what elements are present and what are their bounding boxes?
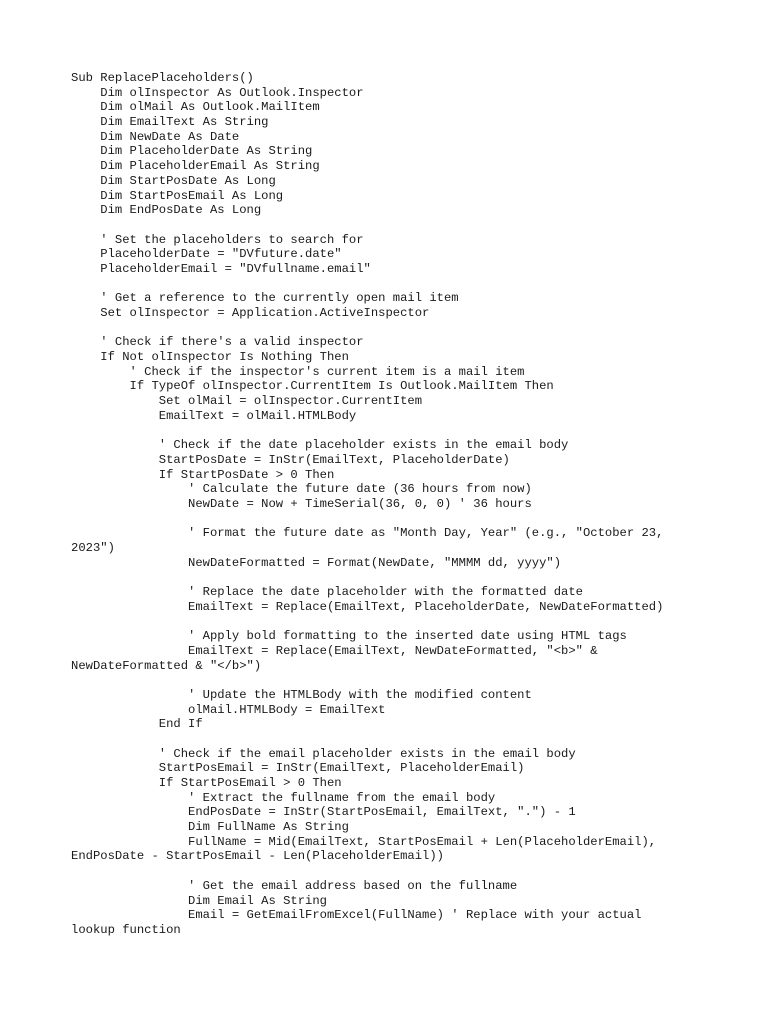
code-line: ' Check if the inspector's current item is a mail item xyxy=(71,364,525,379)
code-line: If StartPosDate > 0 Then xyxy=(71,467,335,482)
code-line: StartPosEmail = InStr(EmailText, PlaceholderEmail) xyxy=(71,761,525,776)
code-line xyxy=(71,218,691,233)
code-line: Set olInspector = Application.ActiveInspector xyxy=(71,306,430,320)
code-line: ' Check if the date placeholder exists in the email body xyxy=(71,438,569,453)
code-line: EndPosDate - StartPosEmail - Len(PlaceholderEmail)) xyxy=(71,849,444,864)
code-line: NewDate = Now + TimeSerial(36, 0, 0) ' 36 hours xyxy=(71,496,532,511)
code-line: 2023") xyxy=(71,541,115,555)
code-line xyxy=(71,864,691,879)
code-line xyxy=(71,673,691,688)
code-line: Dim FullName As String xyxy=(71,820,349,835)
code-line: Dim NewDate As Date xyxy=(71,129,240,144)
code-line: ' Check if the email placeholder exists in the email body xyxy=(71,746,576,761)
code-document xyxy=(71,71,691,938)
code-line: EndPosDate = InStr(StartPosEmail, EmailText, ".") - 1 xyxy=(71,805,576,820)
code-line: ' Get a reference to the currently open mail item xyxy=(71,291,459,306)
code-line: Dim PlaceholderDate As String xyxy=(71,144,313,159)
code-line: Dim StartPosDate As Long xyxy=(71,173,276,188)
code-line: Dim olInspector As Outlook.Inspector xyxy=(71,85,364,100)
code-line: Dim EndPosDate As Long xyxy=(71,203,262,218)
code-line xyxy=(71,732,691,747)
code-line: Dim PlaceholderEmail As String xyxy=(71,159,320,174)
code-line: Sub ReplacePlaceholders() xyxy=(71,71,254,85)
code-line: EmailText = Replace(EmailText, PlaceholderDate, NewDateFormatted) xyxy=(71,599,664,614)
code-line: ' Update the HTMLBody with the modified content xyxy=(71,687,532,702)
code-line xyxy=(71,424,691,439)
code-line: If TypeOf olInspector.CurrentItem Is Outlook.MailItem Then xyxy=(71,379,554,394)
code-line: ' Set the placeholders to search for xyxy=(71,232,364,247)
code-line: PlaceholderEmail = "DVfullname.email" xyxy=(71,261,371,276)
code-line: lookup function xyxy=(71,922,181,937)
code-line: Set olMail = olInspector.CurrentItem xyxy=(71,394,423,409)
code-line xyxy=(71,570,691,585)
code-line: If StartPosEmail > 0 Then xyxy=(71,776,342,790)
code-line xyxy=(71,512,691,527)
code-line: PlaceholderDate = "DVfuture.date" xyxy=(71,247,342,262)
code-line xyxy=(71,321,691,336)
code-line: EmailText = olMail.HTMLBody xyxy=(71,408,357,423)
code-line: ' Extract the fullname from the email body xyxy=(71,790,496,805)
code-line: NewDateFormatted = Format(NewDate, "MMMM dd, yyyy") xyxy=(71,555,562,570)
code-line: Email = GetEmailFromExcel(FullName) ' Replace with your actual xyxy=(71,908,642,923)
code-line: If Not olInspector Is Nothing Then xyxy=(71,350,349,365)
code-line: ' Check if there's a valid inspector xyxy=(71,335,364,350)
code-line: Dim EmailText As String xyxy=(71,115,269,130)
code-line: ' Calculate the future date (36 hours from now) xyxy=(71,482,532,497)
code-line: ' Replace the date placeholder with the formatted date xyxy=(71,585,583,600)
code-line xyxy=(71,277,691,292)
code-line: StartPosDate = InStr(EmailText, PlaceholderDate) xyxy=(71,452,510,467)
code-line: ' Apply bold formatting to the inserted date using HTML tags xyxy=(71,629,627,644)
code-line: olMail.HTMLBody = EmailText xyxy=(71,702,386,717)
code-line: Dim Email As String xyxy=(71,893,327,908)
code-line: ' Get the email address based on the fullname xyxy=(71,878,518,893)
code-line: EmailText = Replace(EmailText, NewDateFormatted, "<b>" & xyxy=(71,643,598,658)
code-line: End If xyxy=(71,717,203,732)
code-line: NewDateFormatted & "</b>") xyxy=(71,658,262,673)
code-line xyxy=(71,614,691,629)
code-line: Dim olMail As Outlook.MailItem xyxy=(71,100,320,115)
code-line: Dim StartPosEmail As Long xyxy=(71,188,284,203)
code-line: FullName = Mid(EmailText, StartPosEmail + Len(PlaceholderEmail), xyxy=(71,834,657,849)
code-line: ' Format the future date as "Month Day, Year" (e.g., "October 23, xyxy=(71,526,664,541)
